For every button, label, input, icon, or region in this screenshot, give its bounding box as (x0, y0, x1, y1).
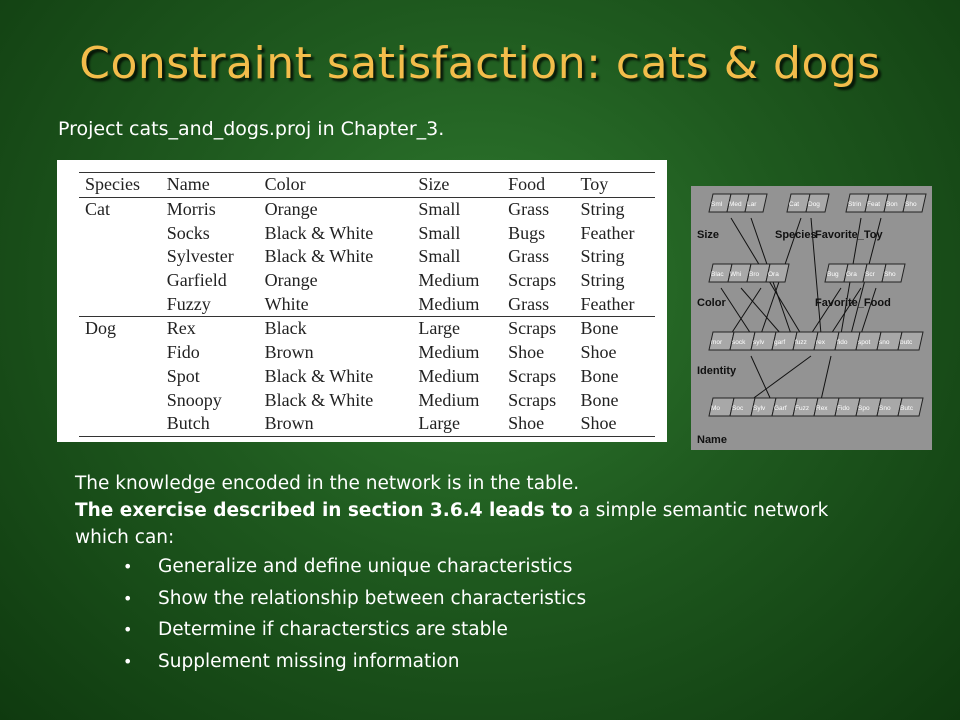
body-line-2 (75, 497, 915, 524)
table-cell: Brown (259, 412, 413, 436)
table-cell: Garfield (166, 270, 227, 291)
table-cell: Shoe (508, 342, 545, 363)
network-unit-label: Sylv (753, 405, 766, 412)
network-unit-label: butc (900, 339, 913, 346)
table-cell: Cat (85, 199, 110, 220)
table-row (79, 317, 655, 341)
body-text (75, 470, 915, 677)
table-cell (79, 388, 161, 412)
network-unit-label: Lar (747, 201, 757, 208)
table-row (79, 269, 655, 293)
network-unit-label: Strin (848, 201, 862, 208)
table-cell: Bone (580, 389, 619, 410)
table-row (79, 245, 655, 269)
cats-dogs-table (79, 172, 655, 437)
header-food: Food (508, 174, 546, 195)
table-cell (79, 221, 161, 245)
network-connection (861, 288, 876, 334)
bullet-text: Generalize and define unique characteristics (158, 556, 573, 577)
network-unit-label: Sno (879, 405, 891, 412)
table-cell: Medium (418, 270, 480, 291)
table-cell: Rex (166, 318, 196, 339)
network-layer-label: Size (697, 229, 720, 241)
table-cell: Scraps (508, 389, 557, 410)
network-unit-label: Spo (858, 405, 870, 412)
table-cell: Morris (166, 199, 216, 220)
network-diagram (691, 186, 932, 450)
bullet-item (75, 646, 915, 678)
network-unit-label: Ora (768, 271, 779, 278)
network-unit-label: Sho (905, 201, 917, 208)
table-header-row (79, 173, 655, 198)
table-cell: Sylvester (166, 246, 234, 267)
network-unit-label: fido (837, 339, 848, 346)
network-unit-label: Bro (749, 271, 760, 278)
semantic-network-image (691, 186, 932, 450)
table-cell: Bone (580, 365, 619, 386)
network-layer-label: Species (775, 229, 817, 241)
table-row (79, 221, 655, 245)
network-connection (821, 356, 831, 400)
header-size: Size (418, 174, 450, 195)
header-species: Species (85, 174, 140, 195)
table-cell: White (259, 292, 413, 316)
table-cell: Snoopy (166, 389, 222, 410)
network-unit-label: Med (729, 201, 742, 208)
table-cell: Grass (508, 246, 550, 267)
network-unit-label: Feat (867, 201, 881, 208)
body-line-2-rest: a simple semantic network (572, 500, 829, 521)
network-layer-label: Identity (697, 365, 737, 377)
table-cell: String (580, 199, 625, 220)
network-connection (751, 356, 811, 400)
table-cell: Shoe (502, 412, 574, 436)
network-unit-label: Scr (865, 271, 875, 278)
table-cell: Large (412, 412, 502, 436)
body-line-3: which can: (75, 527, 175, 548)
table-cell: Small (418, 199, 461, 220)
table-cell: Scraps (508, 318, 557, 339)
table-cell: Brown (264, 342, 314, 363)
network-connection (811, 288, 841, 334)
bullet-text: Show the relationship between characteristics (158, 587, 587, 609)
table-cell: Fido (166, 342, 200, 363)
network-unit-label: Garf (774, 405, 787, 412)
bullet-item (75, 583, 915, 615)
network-unit-label: mor (711, 339, 723, 346)
table-cell: Grass (502, 292, 574, 316)
table-cell: Shoe (575, 412, 655, 436)
table-cell (79, 341, 161, 365)
table-cell: Shoe (580, 342, 617, 363)
network-unit-label: rex (816, 339, 826, 346)
network-layer-label: Favorite_Food (815, 297, 891, 309)
cats-dogs-table-image (57, 160, 667, 442)
network-unit-label: Bon (886, 201, 898, 208)
table-cell: Black & White (264, 365, 374, 386)
network-layer-label: Name (697, 434, 727, 446)
project-subtitle: Project cats_and_dogs.proj in Chapter_3. (58, 118, 445, 140)
table-cell: Spot (166, 365, 200, 386)
table-cell: Dog (85, 318, 116, 339)
table-cell (79, 292, 161, 316)
table-cell: Medium (412, 292, 502, 316)
network-connection (751, 356, 771, 400)
table-cell (79, 365, 161, 389)
table-cell (79, 245, 161, 269)
table-cell: Medium (418, 365, 480, 386)
network-unit-label: Dog (808, 201, 820, 208)
network-unit-label: Mo (711, 405, 721, 412)
network-unit-label: Sho (884, 271, 896, 278)
body-line-1: The knowledge encoded in the network is in the table. (75, 473, 580, 494)
network-layer-label: Color (697, 297, 726, 309)
table-cell: Large (418, 318, 460, 339)
table-body (79, 197, 655, 436)
network-unit-label: sock (732, 339, 746, 346)
table-cell: Small (418, 222, 461, 243)
table-row (79, 365, 655, 389)
table-cell (79, 269, 161, 293)
header-color: Color (264, 174, 306, 195)
network-unit-label: Whi (730, 271, 742, 278)
table-cell: Medium (418, 389, 480, 410)
bullet-list (75, 551, 915, 677)
network-layer-label: Favorite_Toy (815, 229, 883, 241)
table-cell: Butch (161, 412, 259, 436)
table-row (79, 341, 655, 365)
bullet-dot-icon: • (123, 620, 133, 639)
table-row (79, 412, 655, 436)
table-cell: Bone (580, 318, 619, 339)
network-unit-label: Butc (900, 405, 914, 412)
body-line-2-bold: The exercise described in section 3.6.4 leads to (75, 500, 573, 521)
table-cell: Black & White (264, 389, 374, 410)
network-unit-label: sylv (753, 339, 765, 346)
table-row (79, 197, 655, 221)
bullet-item (75, 614, 915, 646)
network-unit-label: Sml (711, 201, 723, 208)
header-toy: Toy (580, 174, 609, 195)
network-unit-label: Fido (837, 405, 850, 412)
network-unit-label: Cat (789, 201, 800, 208)
network-unit-label: Rex (816, 405, 828, 412)
table-cell: Medium (418, 342, 480, 363)
table-row (79, 388, 655, 412)
table-cell: Black & White (264, 222, 374, 243)
network-unit-label: sno (879, 339, 890, 346)
bullet-dot-icon: • (123, 557, 133, 576)
table-cell: Scraps (508, 270, 557, 291)
network-unit-label: Gra (846, 271, 857, 278)
network-unit-label: Fuzz (795, 405, 810, 412)
bullet-item (75, 551, 915, 583)
table-cell: Fuzzy (161, 292, 259, 316)
slide-title: Constraint satisfaction: cats & dogs (79, 38, 881, 89)
network-unit-label: Soc (732, 405, 744, 412)
network-unit-label: Bug (827, 271, 839, 278)
table-cell: Orange (264, 199, 318, 220)
table-cell: Black & White (264, 246, 374, 267)
network-unit-label: fuzz (795, 339, 807, 346)
table-cell: String (580, 246, 625, 267)
table-cell: Black (264, 318, 307, 339)
table-cell: Feather (580, 222, 635, 243)
bullet-text: Determine if characterstics are stable (158, 619, 508, 640)
table-cell: Socks (166, 222, 210, 243)
bullet-text: Supplement missing information (158, 650, 460, 672)
table-cell: Feather (575, 292, 655, 316)
table-cell: Scraps (508, 365, 557, 386)
table-cell: Orange (264, 270, 318, 291)
bullet-dot-icon: • (123, 588, 133, 608)
table-cell: String (580, 270, 625, 291)
table-cell: Grass (508, 199, 550, 220)
network-unit-label: spot (858, 339, 871, 346)
table-cell: Bugs (508, 222, 546, 243)
network-unit-label: garf (774, 339, 786, 346)
table-row (79, 292, 655, 316)
table-cell (79, 412, 161, 436)
table-cell: Small (418, 246, 461, 267)
header-name: Name (166, 174, 210, 195)
network-unit-label: Blac (711, 271, 724, 278)
bullet-dot-icon: • (123, 651, 133, 671)
